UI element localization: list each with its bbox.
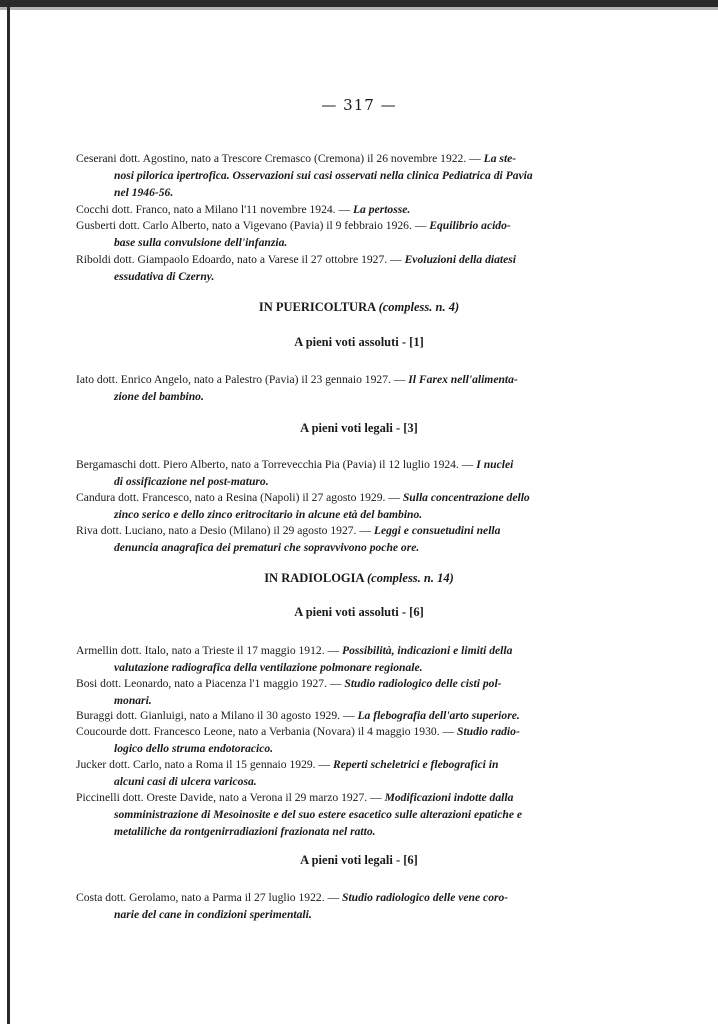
list-item: Ceserani dott. Agostino, nato a Trescore Cremasco (Cremona) il 26 novembre 1922. — La ste- nosi pilorica ipertrofica. Osservazioni sui casi osservati nella clinica Pediatrica di Pavia nel 1946-56. (76, 152, 533, 199)
list-item: Bosi dott. Leonardo, nato a Piacenza l'1 maggio 1927. — Studio radiologico delle cisti pol- monari. (76, 677, 502, 707)
list-item: Coucourde dott. Francesco Leone, nato a Verbania (Novara) il 4 maggio 1930. — Studio radio- logico dello struma endotoracico. (76, 725, 520, 755)
subheading: A pieni voti legali - [6] (300, 853, 418, 867)
list-item: Riva dott. Luciano, nato a Desio (Milano) il 29 agosto 1927. — Leggi e consuetudini nella denuncia anagrafica dei prematuri che sopravvivono poche ore. (76, 524, 501, 554)
list-item: Bergamaschi dott. Piero Alberto, nato a Torrevecchia Pia (Pavia) il 12 luglio 1924. — I nuclei di ossificazione nel post-maturo. (76, 458, 514, 488)
scan-left-edge (7, 0, 10, 1024)
list-item: Piccinelli dott. Oreste Davide, nato a Verona il 29 marzo 1927. — Modificazioni indotte dalla somministrazione di Mesoinosite e del suo estere esacetico sulle alterazioni epatiche e metaliliche da rontgenirradiazioni frazionata nel ratto. (76, 791, 523, 838)
page-number: — 317 — (321, 96, 397, 114)
list-item: Iato dott. Enrico Angelo, nato a Palestro (Pavia) il 23 gennaio 1927. — Il Farex nell'alimenta- zione del bambino. (76, 373, 518, 403)
list-item: Candura dott. Francesco, nato a Resina (Napoli) il 27 agosto 1929. — Sulla concentrazione dello zinco serico e dello zinco eritrocitario in alcune età del bambino. (76, 491, 530, 521)
list-item: Jucker dott. Carlo, nato a Roma il 15 gennaio 1929. — Reperti scheletrici e flebografici in alcuni casi di ulcera varicosa. (76, 758, 499, 788)
subheading: A pieni voti assoluti - [6] (294, 605, 424, 619)
list-item: Buraggi dott. Gianluigi, nato a Milano il 30 agosto 1929. — La flebografia dell'arto superiore. (76, 709, 520, 722)
subheading: A pieni voti legali - [3] (300, 421, 418, 435)
section-heading-puericoltura: IN PUERICOLTURA (compless. n. 4) (258, 300, 460, 314)
list-item: Armellin dott. Italo, nato a Trieste il 17 maggio 1912. — Possibilità, indicazioni e limiti della valutazione radiografica della ventilazione polmonare regionale. (76, 644, 513, 674)
subheading: A pieni voti assoluti - [1] (294, 335, 424, 349)
scan-top-shadow (0, 7, 718, 10)
list-item: Cocchi dott. Franco, nato a Milano l'11 novembre 1924. — La pertosse. (76, 203, 411, 216)
list-item: Gusberti dott. Carlo Alberto, nato a Vigevano (Pavia) il 9 febbraio 1926. — Equilibrio acido- base sulla convulsione dell'infanzia. (76, 219, 511, 249)
scan-top-edge (0, 0, 718, 7)
list-item: Costa dott. Gerolamo, nato a Parma il 27 luglio 1922. — Studio radiologico delle vene coro- narie del cane in condizioni sperimentali. (76, 891, 509, 921)
list-item: Riboldi dott. Giampaolo Edoardo, nato a Varese il 27 ottobre 1927. — Evoluzioni della diatesi essudativa di Czerny. (76, 253, 516, 283)
section-heading-radiologia: IN RADIOLOGIA (compless. n. 14) (264, 571, 454, 585)
